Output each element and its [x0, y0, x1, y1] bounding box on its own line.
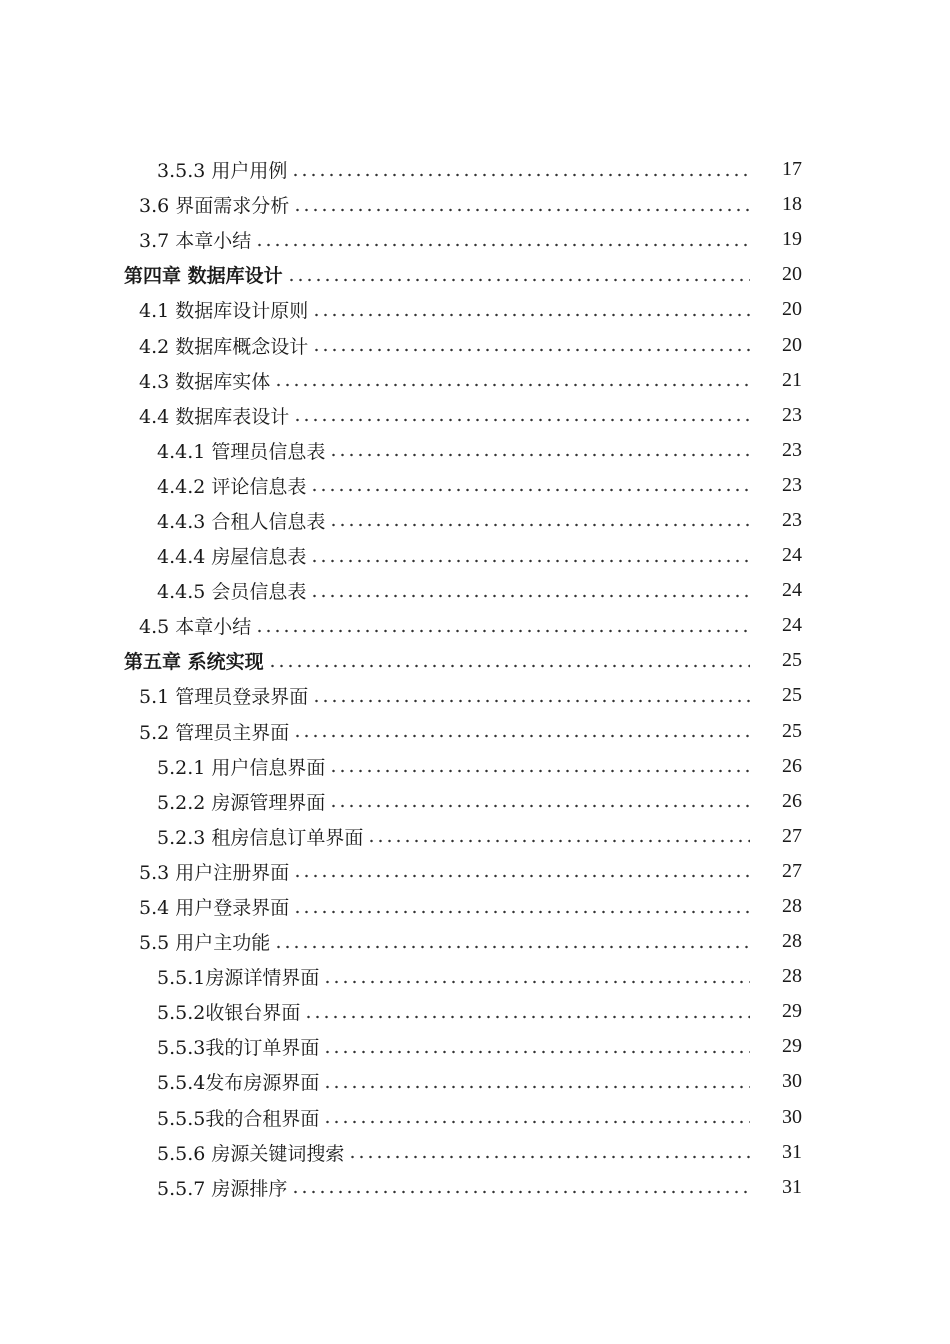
dot-leader	[293, 418, 750, 422]
dot-leader	[293, 734, 750, 738]
toc-entry[interactable]	[0, 714, 950, 749]
toc-entry-row	[157, 788, 756, 815]
toc-page-number: 24	[782, 579, 802, 602]
dot-leader	[323, 1120, 750, 1124]
toc-page-number: 24	[782, 544, 802, 567]
toc-entry-row	[157, 577, 756, 604]
dot-leader	[323, 1085, 750, 1089]
toc-entry-row	[157, 963, 756, 990]
dot-leader	[268, 664, 750, 668]
dot-leader	[323, 1050, 750, 1054]
toc-page-number: 29	[782, 1000, 802, 1023]
toc-entry-label: 第五章 系统实现	[124, 647, 266, 674]
toc-entry-label: 5.2.1 用户信息界面	[157, 753, 327, 780]
toc-page-number: 31	[782, 1140, 802, 1163]
toc-entry[interactable]	[0, 1100, 950, 1135]
toc-entry-row	[139, 332, 756, 359]
toc-entry-row	[157, 1104, 756, 1131]
toc-entry-row	[139, 682, 756, 709]
toc-entry-row	[139, 296, 756, 323]
toc-page-number: 20	[782, 333, 802, 356]
toc-entry-label: 5.5.4发布房源界面	[157, 1068, 321, 1095]
toc-page-number: 31	[782, 1175, 802, 1198]
toc-entry-label: 4.4.3 合租人信息表	[157, 507, 327, 534]
toc-entry-row	[139, 402, 756, 429]
toc-entry[interactable]	[0, 398, 950, 433]
toc-entry[interactable]	[0, 854, 950, 889]
dot-leader	[310, 594, 750, 598]
toc-entry-row	[157, 753, 756, 780]
toc-page-number: 29	[782, 1035, 802, 1058]
toc-entry[interactable]	[0, 503, 950, 538]
toc-entry-label: 5.4 用户登录界面	[139, 893, 291, 920]
dot-leader	[348, 1155, 750, 1159]
toc-entry-label: 4.2 数据库概念设计	[139, 332, 310, 359]
dot-leader	[329, 769, 750, 773]
dot-leader	[310, 559, 750, 563]
toc-entry[interactable]	[0, 889, 950, 924]
toc-entry-label: 5.5.6 房源关键词搜索	[157, 1139, 346, 1166]
toc-entry[interactable]	[0, 433, 950, 468]
toc-entry[interactable]	[0, 1029, 950, 1064]
toc-entry[interactable]	[0, 468, 950, 503]
toc-entry[interactable]	[0, 749, 950, 784]
toc-page-number: 23	[782, 403, 802, 426]
toc-entry-row	[157, 507, 756, 534]
toc-entry-label: 3.6 界面需求分析	[139, 191, 291, 218]
toc-page-number: 28	[782, 965, 802, 988]
dot-leader	[367, 839, 750, 843]
toc-entry-label: 4.4 数据库表设计	[139, 402, 291, 429]
toc-entry-label: 第四章 数据库设计	[124, 261, 285, 288]
dot-leader	[312, 699, 750, 703]
toc-entry-row	[124, 261, 756, 288]
toc-entry[interactable]	[0, 819, 950, 854]
toc-entry-row	[124, 647, 756, 674]
toc-entry-label: 5.5.3我的订单界面	[157, 1033, 321, 1060]
toc-page-number: 26	[782, 754, 802, 777]
dot-leader	[293, 208, 750, 212]
toc-page-number: 27	[782, 859, 802, 882]
toc-entry-row	[139, 718, 756, 745]
toc-entry-row	[157, 437, 756, 464]
toc-page-number: 28	[782, 930, 802, 953]
toc-entry-row	[139, 893, 756, 920]
toc-entry[interactable]	[0, 363, 950, 398]
toc-page-number: 23	[782, 508, 802, 531]
toc-entry-row	[139, 367, 756, 394]
toc-entry[interactable]	[0, 678, 950, 713]
toc-page-number: 23	[782, 473, 802, 496]
toc-entry[interactable]	[0, 573, 950, 608]
toc-chapter-entry[interactable]	[0, 257, 950, 292]
toc-page-number: 20	[782, 263, 802, 286]
toc-entry-row	[157, 998, 756, 1025]
toc-entry[interactable]	[0, 187, 950, 222]
dot-leader	[329, 804, 750, 808]
toc-entry-label: 4.5 本章小结	[139, 612, 253, 639]
toc-entry[interactable]	[0, 1064, 950, 1099]
toc-entry[interactable]	[0, 222, 950, 257]
dot-leader	[291, 1190, 750, 1194]
dot-leader	[312, 348, 750, 352]
toc-entry-row	[139, 928, 756, 955]
toc-entry-row	[157, 823, 756, 850]
dot-leader	[329, 523, 750, 527]
toc-entry[interactable]	[0, 1135, 950, 1170]
toc-entry-label: 5.1 管理员登录界面	[139, 682, 310, 709]
toc-page-number: 26	[782, 789, 802, 812]
toc-entry[interactable]	[0, 538, 950, 573]
toc-page-number: 30	[782, 1105, 802, 1128]
toc-page-number: 27	[782, 824, 802, 847]
toc-entry-row	[139, 858, 756, 885]
toc-entry-row	[139, 226, 756, 253]
toc-page-number: 21	[782, 368, 802, 391]
dot-leader	[274, 383, 750, 387]
toc-entry-row	[139, 191, 756, 218]
toc-entry-row	[157, 1174, 756, 1201]
toc-chapter-entry[interactable]	[0, 643, 950, 678]
toc-entry[interactable]	[0, 924, 950, 959]
toc-entry-label: 5.3 用户注册界面	[139, 858, 291, 885]
toc-entry-label: 4.4.4 房屋信息表	[157, 542, 308, 569]
toc-entry-row	[157, 1139, 756, 1166]
toc-page-number: 25	[782, 649, 802, 672]
toc-page-number: 23	[782, 438, 802, 461]
toc-page-number: 30	[782, 1070, 802, 1093]
toc-entry[interactable]	[0, 1170, 950, 1205]
toc-entry-label: 5.5.2收银台界面	[157, 998, 302, 1025]
dot-leader	[287, 278, 750, 282]
toc-entry[interactable]	[0, 608, 950, 643]
toc-page-number: 19	[782, 228, 802, 251]
toc-entry-row	[157, 542, 756, 569]
dot-leader	[312, 313, 750, 317]
toc-entry-row	[157, 472, 756, 499]
toc-entry-label: 4.3 数据库实体	[139, 367, 272, 394]
dot-leader	[255, 629, 750, 633]
toc-entry[interactable]	[0, 292, 950, 327]
toc-entry-label: 3.5.3 用户用例	[157, 156, 289, 183]
toc-page-number: 20	[782, 298, 802, 321]
toc-page-number: 25	[782, 684, 802, 707]
toc-entry[interactable]	[0, 784, 950, 819]
toc-entry[interactable]	[0, 327, 950, 362]
toc-entry-label: 4.4.2 评论信息表	[157, 472, 308, 499]
toc-entry[interactable]	[0, 959, 950, 994]
toc-entry-label: 5.2 管理员主界面	[139, 718, 291, 745]
toc-entry-label: 4.4.5 会员信息表	[157, 577, 308, 604]
dot-leader	[293, 874, 750, 878]
toc-entry[interactable]	[0, 152, 950, 187]
toc-entry-label: 5.5.7 房源排序	[157, 1174, 289, 1201]
toc-entry-label: 5.2.2 房源管理界面	[157, 788, 327, 815]
toc-entry-label: 4.4.1 管理员信息表	[157, 437, 327, 464]
toc-page-number: 28	[782, 895, 802, 918]
toc-page-number: 25	[782, 719, 802, 742]
toc-page-number: 18	[782, 193, 802, 216]
dot-leader	[310, 488, 750, 492]
toc-entry[interactable]	[0, 994, 950, 1029]
toc-entry-row	[157, 1068, 756, 1095]
toc-entry-label: 4.1 数据库设计原则	[139, 296, 310, 323]
toc-entry-row	[157, 156, 756, 183]
dot-leader	[291, 173, 750, 177]
toc-page-number: 17	[782, 158, 802, 181]
dot-leader	[323, 980, 750, 984]
dot-leader	[255, 243, 750, 247]
toc-entry-label: 3.7 本章小结	[139, 226, 253, 253]
toc-entry-row	[139, 612, 756, 639]
toc-entry-label: 5.5.1房源详情界面	[157, 963, 321, 990]
dot-leader	[293, 910, 750, 914]
dot-leader	[304, 1015, 750, 1019]
toc-entry-row	[157, 1033, 756, 1060]
toc-entry-label: 5.2.3 租房信息订单界面	[157, 823, 365, 850]
toc-entry-label: 5.5 用户主功能	[139, 928, 272, 955]
dot-leader	[274, 945, 750, 949]
toc-entry-label: 5.5.5我的合租界面	[157, 1104, 321, 1131]
toc-page-number: 24	[782, 614, 802, 637]
table-of-contents	[0, 152, 950, 1205]
dot-leader	[329, 453, 750, 457]
